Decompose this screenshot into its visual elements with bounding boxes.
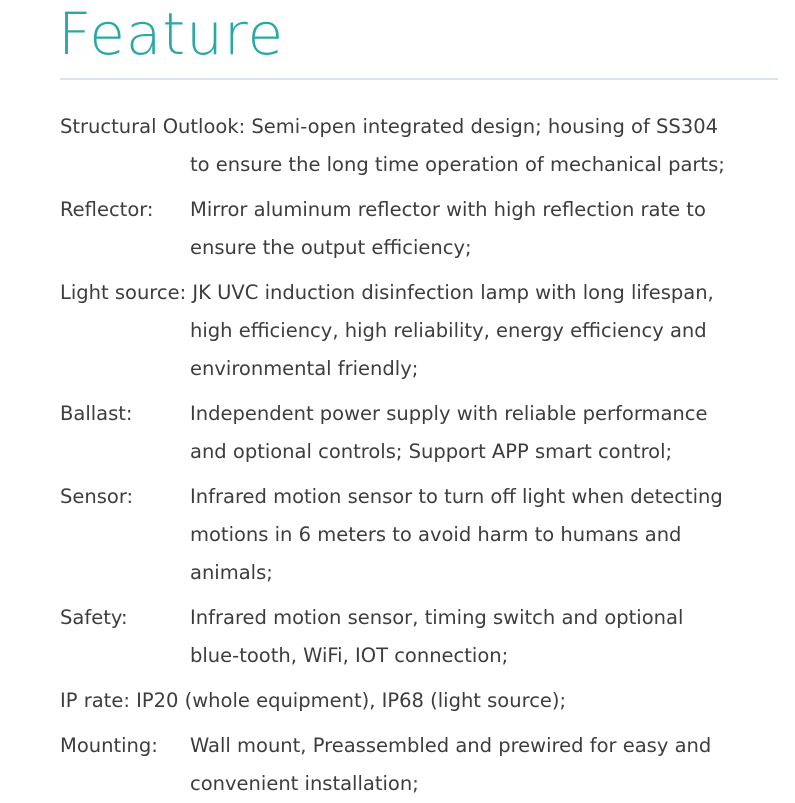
feature-list: [60, 108, 785, 803]
feature-text-line: environmental friendly;: [190, 357, 419, 380]
feature-text-line: high efficiency, high reliability, energy efficiency and: [190, 319, 707, 342]
feature-mounting: [60, 727, 785, 803]
feature-light-source: [60, 274, 785, 388]
feature-ip-rate: [60, 682, 785, 720]
feature-label: Sensor:: [60, 485, 134, 508]
feature-text-line: ensure the output efficiency;: [190, 236, 472, 259]
feature-structural-outlook: [60, 108, 785, 184]
feature-safety: [60, 599, 785, 675]
feature-text-line: motions in 6 meters to avoid harm to humans and: [190, 523, 682, 546]
feature-label: Mounting:: [60, 734, 158, 757]
feature-text-line: animals;: [190, 561, 273, 584]
feature-label: IP rate:: [60, 689, 130, 712]
feature-sensor: [60, 478, 785, 592]
feature-text-line: Infrared motion sensor to turn off light when detecting: [190, 485, 723, 508]
feature-text-line: IP20 (whole equipment), IP68 (light source);: [136, 689, 567, 712]
feature-text-line: Independent power supply with reliable performance: [190, 402, 708, 425]
feature-label: Reflector:: [60, 198, 154, 221]
feature-text-line: and optional controls; Support APP smart control;: [190, 440, 673, 463]
feature-label: Light source:: [60, 281, 187, 304]
feature-text-line: blue-tooth, WiFi, IOT connection;: [190, 644, 509, 667]
feature-text-line: Wall mount, Preassembled and prewired for easy and: [190, 734, 712, 757]
page-title: Feature: [58, 0, 285, 68]
feature-label: Ballast:: [60, 402, 133, 425]
feature-reflector: [60, 191, 785, 267]
feature-text-line: JK UVC induction disinfection lamp with long lifespan,: [192, 281, 714, 304]
feature-text-line: to ensure the long time operation of mechanical parts;: [190, 153, 725, 176]
feature-text-line: convenient installation;: [190, 772, 419, 795]
feature-ballast: [60, 395, 785, 471]
title-divider: [60, 78, 778, 80]
feature-label: Safety:: [60, 606, 128, 629]
feature-text-line: Infrared motion sensor, timing switch and optional: [190, 606, 684, 629]
feature-text-line: Mirror aluminum reflector with high reflection rate to: [190, 198, 706, 221]
feature-label: Structural Outlook:: [60, 115, 246, 138]
feature-text-line: Semi-open integrated design; housing of SS304: [251, 115, 719, 138]
